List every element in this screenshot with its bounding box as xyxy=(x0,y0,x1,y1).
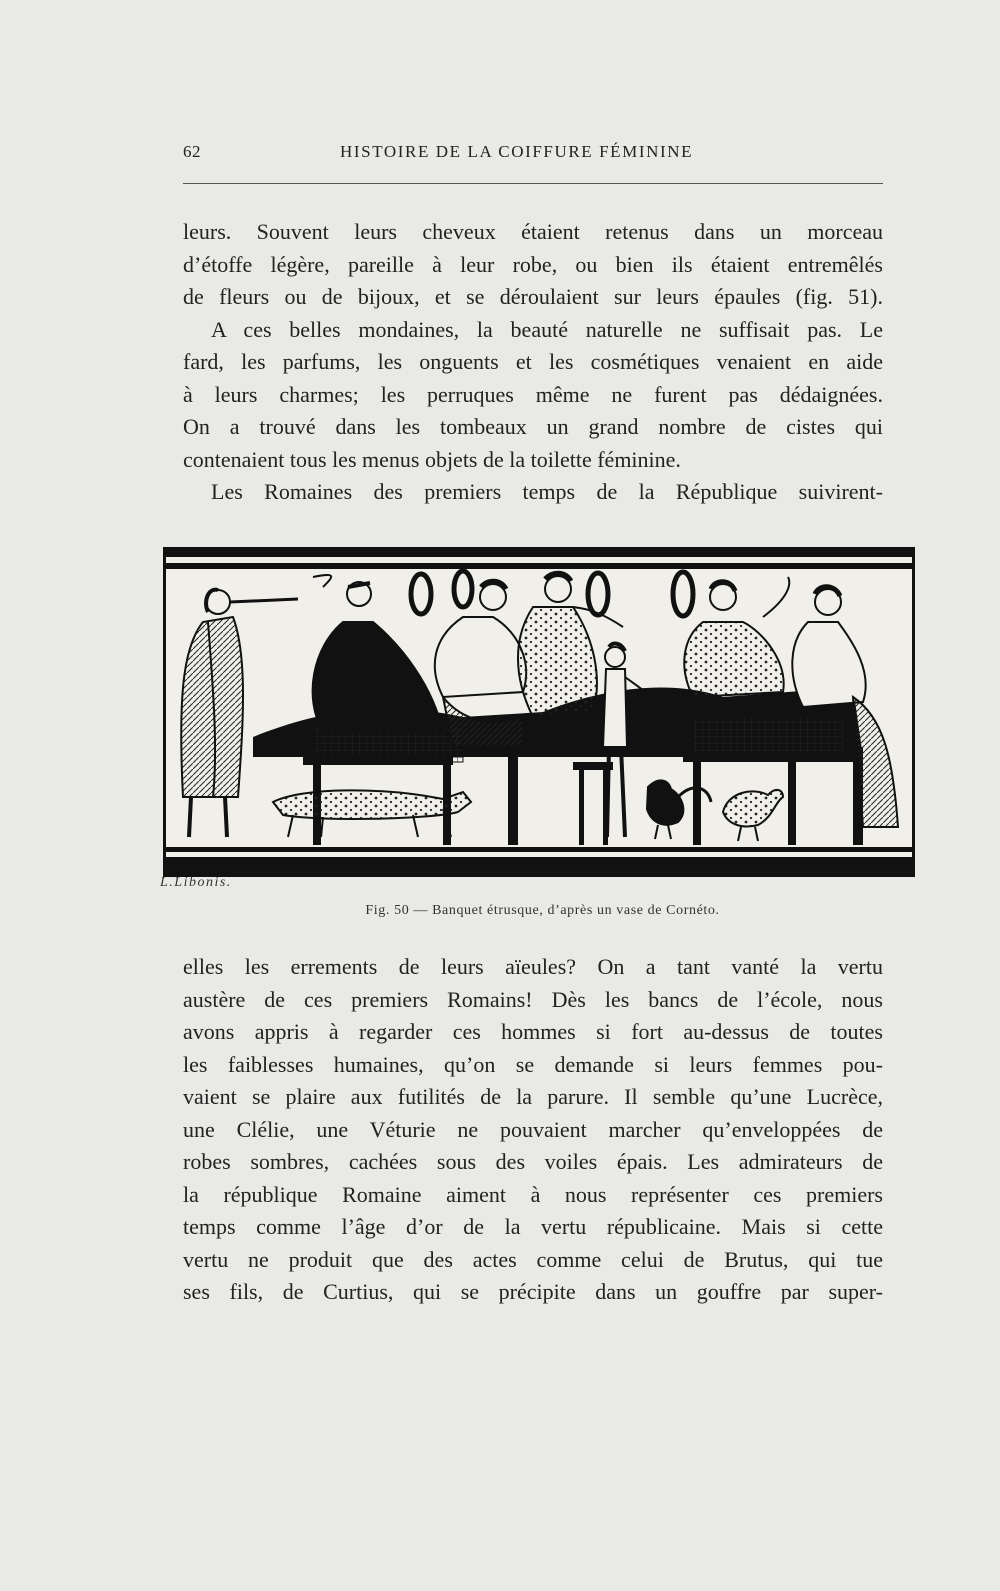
text-line: la république Romaine aiment à nous représenter ces premiers xyxy=(183,1181,883,1207)
text-line: A ces belles mondaines, la beauté naturelle ne suffisait pas. Le xyxy=(211,316,883,342)
text-line: robes sombres, cachées sous des voiles épais. Les admirateurs de xyxy=(183,1149,883,1174)
text-line: fard, les parfums, les onguents et les cosmétiques venaient en aide xyxy=(183,349,883,374)
text-line: Les Romaines des premiers temps de la République suivirent- xyxy=(211,479,883,504)
page-number: 62 xyxy=(183,142,201,161)
text-line: les faiblesses humaines, qu’on se demande si leurs femmes pou- xyxy=(183,1051,883,1077)
text-line: On a trouvé dans les tombeaux un grand nombre de cistes qui xyxy=(183,414,883,439)
text-line: d’étoffe légère, pareille à leur robe, ou bien ils étaient entremêlés xyxy=(183,251,883,277)
artist-signature: L.Libonis. xyxy=(160,875,232,890)
text-line: avons appris à regarder ces hommes si fort au-dessus de toutes xyxy=(183,1019,883,1044)
text-line: vertu ne produit que des actes comme celui de Brutus, qui tue xyxy=(183,1246,883,1272)
figure-caption: Fig. 50 — Banquet étrusque, d’après un vase de Cornéto. xyxy=(365,903,720,918)
text-line: de fleurs ou de bijoux, et se déroulaient sur leurs épaules (fig. 51). xyxy=(183,284,883,309)
text-line: contenaient tous les menus objets de la toilette féminine. xyxy=(183,446,681,472)
text-line: ses fils, de Curtius, qui se précipite dans un gouffre par super- xyxy=(183,1279,883,1304)
text-block-bottom xyxy=(183,951,883,1309)
header-rule xyxy=(183,183,883,184)
text-line: leurs. Souvent leurs cheveux étaient retenus dans un morceau xyxy=(183,219,883,244)
running-title: HISTOIRE DE LA COIFFURE FÉMININE xyxy=(340,142,694,161)
text-line: temps comme l’âge d’or de la vertu républicaine. Mais si cette xyxy=(183,1214,883,1239)
text-block-top xyxy=(183,216,883,509)
text-line: à leurs charmes; les perruques même ne furent pas dédaignées. xyxy=(183,381,883,407)
banquet-illustration xyxy=(163,547,915,877)
text-line: elles les errements de leurs aïeules? On a tant vanté la vertu xyxy=(183,954,883,979)
text-line: vaient se plaire aux futilités de la parure. Il semble qu’une Lucrèce, xyxy=(183,1084,883,1109)
text-line: une Clélie, une Véturie ne pouvaient marcher qu’enveloppées de xyxy=(183,1116,883,1142)
text-line: austère de ces premiers Romains! Dès les bancs de l’école, nous xyxy=(183,986,883,1012)
